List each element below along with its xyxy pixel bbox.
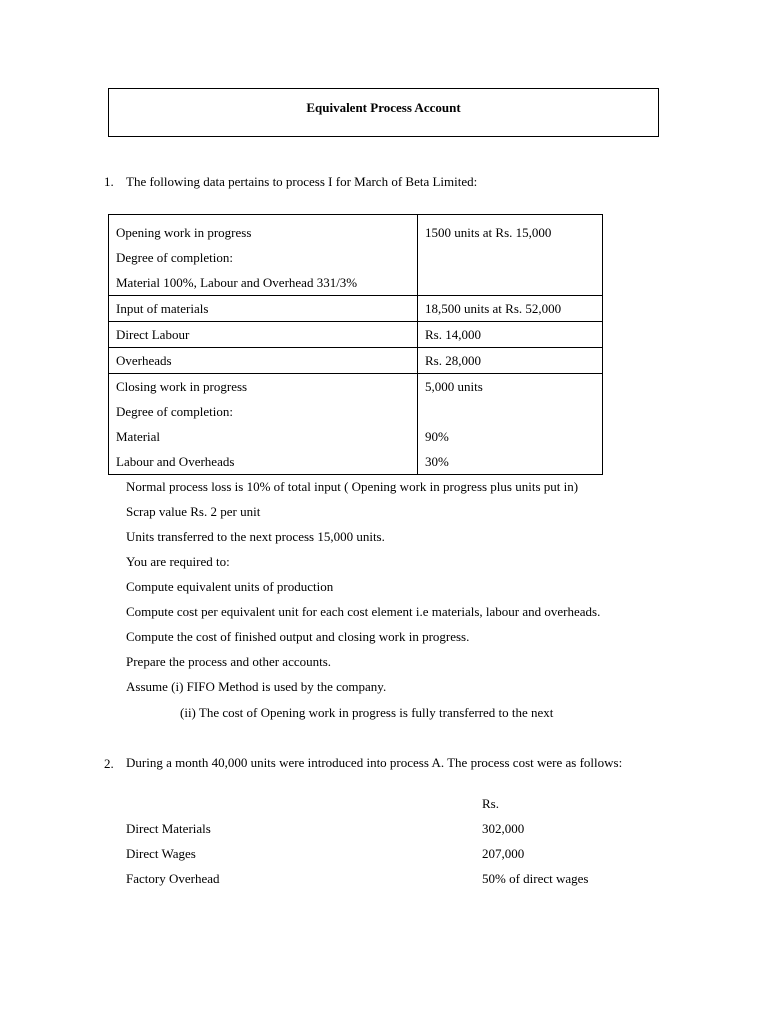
table-row-opening-wip — [109, 215, 603, 296]
table-row-closing-wip — [109, 374, 603, 475]
note-process-loss: Normal process loss is 10% of total input ( Opening work in progress plus units put in) — [126, 479, 579, 494]
input-materials-label: Input of materials — [116, 301, 209, 316]
task-equivalent-units: Compute equivalent units of production — [126, 579, 334, 594]
cost-value-factory-overhead: 50% of direct wages — [482, 871, 589, 886]
question-2-number: 2. — [104, 756, 114, 771]
assumption-opening-wip: (ii) The cost of Opening work in progress is fully transferred to the next — [180, 705, 554, 720]
direct-labour-label: Direct Labour — [116, 327, 190, 342]
cost-value-direct-materials: 302,000 — [482, 821, 525, 836]
material-label: Material — [116, 429, 161, 444]
question-1-number: 1. — [104, 174, 114, 189]
table-row-input-materials — [109, 296, 603, 322]
cost-label-direct-wages: Direct Wages — [126, 846, 196, 861]
note-units-transferred: Units transferred to the next process 15,000 units. — [126, 529, 385, 544]
table-row-overheads — [109, 348, 603, 374]
input-materials-value: 18,500 units at Rs. 52,000 — [425, 301, 562, 316]
overheads-label: Overheads — [116, 353, 172, 368]
labour-overheads-label: Labour and Overheads — [116, 454, 235, 469]
cost-label-factory-overhead: Factory Overhead — [126, 871, 220, 886]
opening-wip-label: Opening work in progress — [116, 225, 252, 240]
cost-label-direct-materials: Direct Materials — [126, 821, 211, 836]
task-prepare-accounts: Prepare the process and other accounts. — [126, 654, 332, 669]
assumption-fifo: Assume (i) FIFO Method is used by the company. — [126, 679, 387, 694]
note-required: You are required to: — [126, 554, 230, 569]
degree-of-completion-label: Degree of completion: — [116, 250, 233, 265]
closing-wip-value: 5,000 units — [425, 379, 483, 394]
closing-wip-label: Closing work in progress — [116, 379, 248, 394]
question-2-text: During a month 40,000 units were introduced into process A. The process cost were as follows: — [126, 755, 623, 770]
table-row-direct-labour — [109, 322, 603, 348]
document-title: Equivalent Process Account — [108, 88, 659, 137]
overheads-value: Rs. 28,000 — [425, 353, 481, 368]
opening-completion-text: Material 100%, Labour and Overhead 331/3% — [116, 275, 358, 290]
question-1-intro: The following data pertains to process I for March of Beta Limited: — [126, 174, 478, 189]
degree-of-completion-label: Degree of completion: — [116, 404, 233, 419]
labour-overheads-value: 30% — [425, 454, 449, 469]
opening-wip-value: 1500 units at Rs. 15,000 — [425, 225, 552, 240]
currency-header: Rs. — [482, 796, 499, 811]
note-scrap-value: Scrap value Rs. 2 per unit — [126, 504, 261, 519]
direct-labour-value: Rs. 14,000 — [425, 327, 481, 342]
cost-value-direct-wages: 207,000 — [482, 846, 525, 861]
material-value: 90% — [425, 429, 449, 444]
task-cost-per-unit: Compute cost per equivalent unit for each cost element i.e materials, labour and overheads. — [126, 604, 601, 619]
process-data-table — [108, 214, 603, 475]
task-finished-output: Compute the cost of finished output and closing work in progress. — [126, 629, 470, 644]
